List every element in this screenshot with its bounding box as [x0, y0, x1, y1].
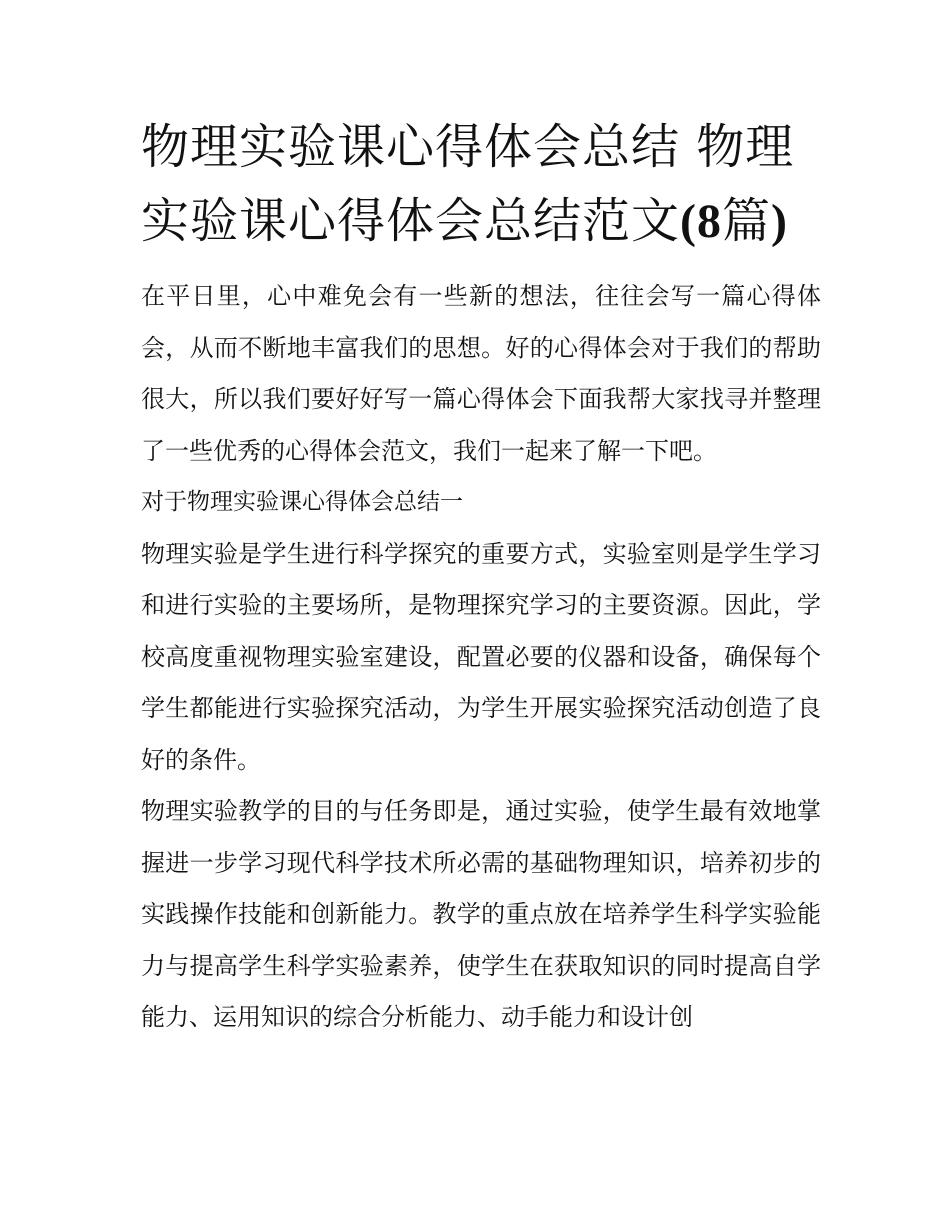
- title-text-part-1: 物理实验课心得体会总结 物理实验课心得体会总结范文: [141, 119, 795, 249]
- document-title: [141, 110, 821, 259]
- title-text-part-3: 篇: [722, 193, 772, 249]
- body-paragraph-1: 物理实验是学生进行科学探究的重要方式，实验室则是学生学习和进行实验的主要场所，是物理探究学习的主要资源。因此，学校高度重视物理实验室建设，配置必要的仪器和设备，确保每个学生都能进行实验探究活动，为学生开展实验探究活动创造了良好的条件。: [141, 539, 821, 774]
- title-text-part-2: (8: [680, 195, 722, 248]
- document-page: [141, 110, 821, 1044]
- section-heading: 对于物理实验课心得体会总结一: [141, 489, 463, 515]
- body-paragraph-2: 物理实验教学的目的与任务即是，通过实验，使学生最有效地掌握进一步学习现代科学技术所必需的基础物理知识，培养初步的实践操作技能和创新能力。教学的重点放在培养学生科学实验能力与提高学生科学实验素养，使学生在获取知识的同时提高自学能力、运用知识的综合分析能力、动手能力和设计创: [141, 797, 821, 1031]
- title-text-part-4: ): [771, 195, 788, 248]
- intro-paragraph: 在平日里，心中难免会有一些新的想法，往往会写一篇心得体会，从而不断地丰富我们的思想。好的心得体会对于我们的帮助很大，所以我们要好好写一篇心得体会下面我帮大家找寻并整理了一些优秀的心得体会范文，我们一起来了解一下吧。: [141, 282, 821, 465]
